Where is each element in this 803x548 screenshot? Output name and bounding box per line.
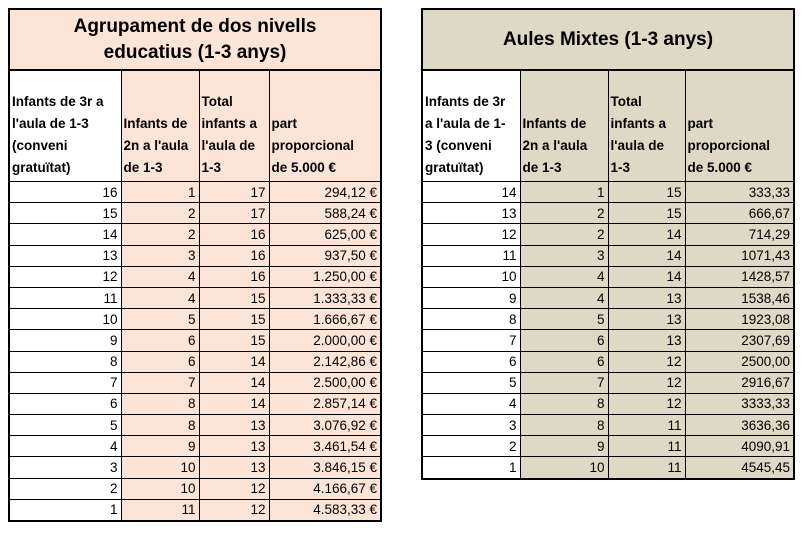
table-cell: 2.500,00 € [269, 372, 381, 393]
table-cell: 7 [422, 330, 520, 351]
header-cell-col4 [685, 70, 794, 182]
table-cell: 15 [608, 182, 685, 203]
table-cell: 9 [422, 287, 520, 308]
table-cell: 11 [422, 245, 520, 266]
table-cell: 2916,67 [685, 372, 794, 393]
table-cell: 10 [121, 457, 199, 478]
table-row [422, 457, 794, 479]
table-row [422, 372, 794, 393]
table-cell: 13 [9, 245, 121, 266]
table-cell: 8 [520, 393, 608, 414]
header-line: Infants de [123, 116, 188, 131]
table-title [9, 9, 381, 70]
table-cell: 2500,00 [685, 351, 794, 372]
table-cell: 8 [422, 309, 520, 330]
table-cell: 12 [199, 478, 269, 499]
header-line: Total [201, 94, 233, 109]
header-line: Total [610, 94, 642, 109]
table-cell: 333,33 [685, 182, 794, 203]
table-cell: 3 [9, 457, 121, 478]
table-cell: 9 [520, 436, 608, 457]
header-cell-col2 [520, 70, 608, 182]
table-row [422, 224, 794, 245]
header-cell-col3 [608, 70, 685, 182]
table-cell: 5 [9, 415, 121, 436]
header-cell-col2 [121, 70, 199, 182]
header-line: de 5.000 € [687, 160, 753, 175]
table-cell: 13 [199, 415, 269, 436]
table-cell: 294,12 € [269, 182, 381, 203]
table-cell: 13 [608, 287, 685, 308]
table-cell: 11 [121, 499, 199, 521]
title-line-2: educatius (1-3 anys) [103, 41, 287, 63]
table-cell: 13 [422, 203, 520, 224]
table-cell: 7 [121, 372, 199, 393]
header-line: Infants de 3r [425, 94, 506, 109]
table-body [9, 182, 381, 522]
title-text: Aules Mixtes (1-3 anys) [502, 28, 714, 50]
table-cell: 4090,91 [685, 436, 794, 457]
table-row [9, 287, 381, 308]
table-cell: 2 [121, 224, 199, 245]
table-cell: 14 [422, 182, 520, 203]
table-cell: 4 [9, 436, 121, 457]
table-row [422, 203, 794, 224]
table-row [9, 182, 381, 203]
table-cell: 3.076,92 € [269, 415, 381, 436]
table-cell: 14 [199, 372, 269, 393]
table-cell: 4 [121, 287, 199, 308]
table-cell: 17 [199, 203, 269, 224]
table-cell: 16 [199, 224, 269, 245]
table-cell: 1428,57 [685, 266, 794, 287]
table-cell: 10 [9, 309, 121, 330]
header-line: proporcional [687, 138, 771, 153]
table-cell: 2 [520, 224, 608, 245]
table-cell: 2 [520, 203, 608, 224]
table-cell: 1 [520, 182, 608, 203]
title-row [422, 9, 794, 70]
header-cell-col1 [422, 70, 520, 182]
header-line: part [271, 116, 298, 131]
header-line: Infants de [522, 116, 587, 131]
table-body [422, 182, 794, 479]
table-cell: 8 [9, 351, 121, 372]
right-table [421, 8, 795, 480]
table-row [422, 436, 794, 457]
header-line: 2n a l'aula [123, 138, 189, 153]
table-row [422, 351, 794, 372]
header-cell-col1 [9, 70, 121, 182]
table-cell: 13 [199, 436, 269, 457]
table-cell: 4.583,33 € [269, 499, 381, 521]
table-cell: 11 [608, 457, 685, 479]
table-cell: 3333,33 [685, 393, 794, 414]
table-cell: 11 [608, 415, 685, 436]
header-line: l'aula de 1-3 [12, 116, 89, 131]
header-line: Infants de 3r a [12, 94, 104, 109]
table-cell: 1 [9, 499, 121, 521]
table-cell: 937,50 € [269, 245, 381, 266]
table-cell: 9 [9, 330, 121, 351]
table-cell: 15 [199, 287, 269, 308]
table-cell: 1071,43 [685, 245, 794, 266]
table-cell: 15 [9, 203, 121, 224]
table-cell: 2 [9, 478, 121, 499]
table-cell: 1.333,33 € [269, 287, 381, 308]
table-row [9, 372, 381, 393]
table-cell: 6 [121, 351, 199, 372]
table-cell: 15 [199, 309, 269, 330]
table-cell: 3 [121, 245, 199, 266]
table-row [422, 182, 794, 203]
left-table [8, 8, 382, 522]
table-cell: 13 [608, 309, 685, 330]
table-row [9, 499, 381, 521]
header-cell-col3 [199, 70, 269, 182]
table-cell: 16 [9, 182, 121, 203]
table-cell: 1538,46 [685, 287, 794, 308]
table-row [9, 457, 381, 478]
table-cell: 4 [121, 266, 199, 287]
table-cell: 12 [608, 372, 685, 393]
table-row [9, 393, 381, 414]
table-cell: 11 [9, 287, 121, 308]
table-cell: 2307,69 [685, 330, 794, 351]
table-row [9, 245, 381, 266]
table-cell: 1.250,00 € [269, 266, 381, 287]
table-cell: 1923,08 [685, 309, 794, 330]
table-cell: 5 [520, 309, 608, 330]
table-cell: 16 [199, 266, 269, 287]
title-line-1: Agrupament de dos nivells [73, 15, 317, 37]
table-cell: 13 [608, 330, 685, 351]
table-cell: 10 [520, 457, 608, 479]
table-cell: 5 [422, 372, 520, 393]
table-cell: 12 [199, 499, 269, 521]
table-row [422, 287, 794, 308]
table-cell: 14 [199, 351, 269, 372]
header-line: (conveni [12, 138, 68, 153]
table-cell: 3636,36 [685, 415, 794, 436]
table-cell: 1.666,67 € [269, 309, 381, 330]
table-cell: 6 [9, 393, 121, 414]
table-cell: 4 [422, 393, 520, 414]
table-row [422, 330, 794, 351]
table-cell: 2.000,00 € [269, 330, 381, 351]
table-cell: 14 [608, 266, 685, 287]
table-row [9, 415, 381, 436]
table-cell: 3 [520, 245, 608, 266]
table-cell: 9 [121, 436, 199, 457]
table-cell: 588,24 € [269, 203, 381, 224]
table-cell: 1 [422, 457, 520, 479]
table-cell: 8 [121, 393, 199, 414]
header-line: de 1-3 [123, 160, 163, 175]
table-cell: 3.846,15 € [269, 457, 381, 478]
table-cell: 6 [422, 351, 520, 372]
table-row [9, 309, 381, 330]
header-line: infants a [201, 116, 258, 131]
table-row [9, 351, 381, 372]
header-line: part [687, 116, 714, 131]
table-cell: 14 [608, 224, 685, 245]
table-cell: 14 [199, 393, 269, 414]
header-line: 1-3 [201, 160, 222, 175]
table-cell: 8 [121, 415, 199, 436]
table-cell: 1 [121, 182, 199, 203]
table-cell: 5 [121, 309, 199, 330]
table-cell: 3 [422, 415, 520, 436]
table-row [422, 415, 794, 436]
table-cell: 15 [608, 203, 685, 224]
table-cell: 6 [520, 330, 608, 351]
table-cell: 4545,45 [685, 457, 794, 479]
table-row [9, 203, 381, 224]
table-title [422, 9, 794, 70]
table-cell: 14 [608, 245, 685, 266]
table-cell: 4 [520, 266, 608, 287]
table-cell: 10 [121, 478, 199, 499]
table-cell: 7 [9, 372, 121, 393]
table-row [422, 309, 794, 330]
table-cell: 2 [422, 436, 520, 457]
table-cell: 625,00 € [269, 224, 381, 245]
header-line: gratuïtat) [425, 160, 484, 175]
table-cell: 16 [199, 245, 269, 266]
header-line: de 1-3 [522, 160, 562, 175]
header-line: 1-3 [610, 160, 631, 175]
table-cell: 8 [520, 415, 608, 436]
table-cell: 6 [520, 351, 608, 372]
table-cell: 2.142,86 € [269, 351, 381, 372]
table-cell: 12 [9, 266, 121, 287]
table-row [9, 478, 381, 499]
table-cell: 15 [199, 330, 269, 351]
header-line: 3 (conveni [425, 138, 492, 153]
header-cell-col4 [269, 70, 381, 182]
table-row [422, 393, 794, 414]
header-row [422, 70, 794, 182]
table-cell: 7 [520, 372, 608, 393]
header-line: l'aula de [201, 138, 255, 153]
header-line: proporcional [271, 138, 355, 153]
table-row [9, 224, 381, 245]
table-cell: 714,29 [685, 224, 794, 245]
table-cell: 12 [422, 224, 520, 245]
table-cell: 3.461,54 € [269, 436, 381, 457]
table-cell: 12 [608, 351, 685, 372]
table-cell: 2.857,14 € [269, 393, 381, 414]
table-cell: 17 [199, 182, 269, 203]
header-line: 2n a l'aula [522, 138, 588, 153]
table-row [422, 245, 794, 266]
table-cell: 14 [9, 224, 121, 245]
table-cell: 12 [608, 393, 685, 414]
header-line: a l'aula de 1- [425, 116, 506, 131]
header-line: l'aula de [610, 138, 664, 153]
table-row [422, 266, 794, 287]
table-cell: 4.166,67 € [269, 478, 381, 499]
table-cell: 13 [199, 457, 269, 478]
header-row [9, 70, 381, 182]
table-cell: 10 [422, 266, 520, 287]
header-line: de 5.000 € [271, 160, 337, 175]
title-row [9, 9, 381, 70]
table-cell: 11 [608, 436, 685, 457]
table-cell: 666,67 [685, 203, 794, 224]
table-cell: 4 [520, 287, 608, 308]
header-line: infants a [610, 116, 667, 131]
table-row [9, 436, 381, 457]
table-cell: 6 [121, 330, 199, 351]
table-row [9, 330, 381, 351]
table-cell: 2 [121, 203, 199, 224]
header-line: gratuïtat) [12, 160, 71, 175]
table-row [9, 266, 381, 287]
